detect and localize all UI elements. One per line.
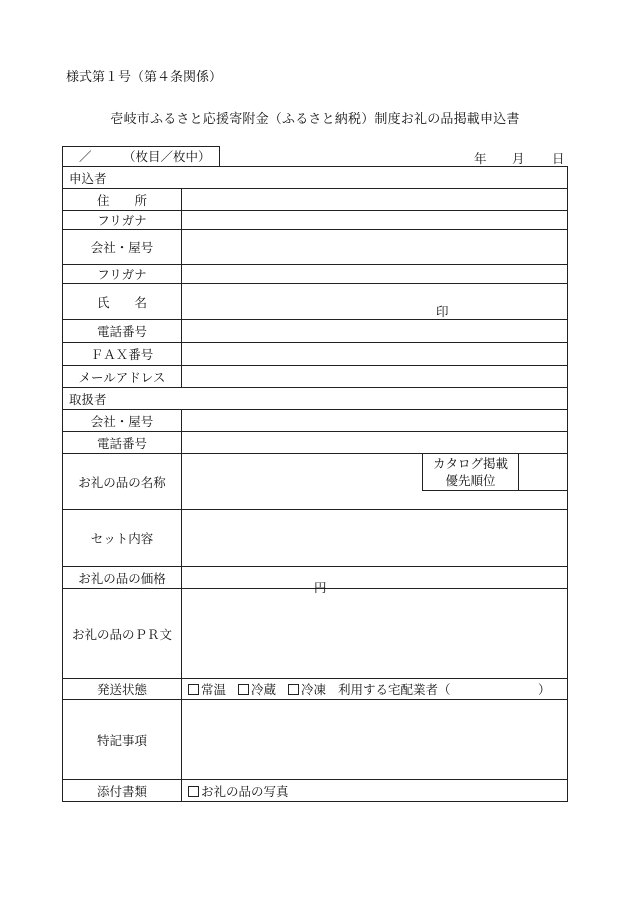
applicant-fax-label: ＦＡＸ番号 xyxy=(63,343,182,366)
gift-price-label: お礼の品の価格 xyxy=(63,567,182,589)
page-count-box xyxy=(62,146,220,167)
ship-frozen-checkbox[interactable] xyxy=(288,684,299,695)
applicant-section-header: 申込者 xyxy=(63,167,568,189)
set-contents-label: セット内容 xyxy=(63,510,182,567)
form-number: 様式第１号（第４条関係） xyxy=(66,70,223,85)
applicant-address-field[interactable] xyxy=(182,189,568,211)
applicant-email-label: メールアドレス xyxy=(63,366,182,388)
shipping-options xyxy=(182,679,568,700)
applicant-email-field[interactable] xyxy=(182,366,568,388)
gift-name-label: お礼の品の名称 xyxy=(63,454,182,510)
price-unit-label: 円 xyxy=(314,579,327,595)
handler-company-field[interactable] xyxy=(182,410,568,432)
applicant-phone-label: 電話番号 xyxy=(63,320,182,343)
application-form-table xyxy=(62,166,568,802)
attachments-label: 添付書類 xyxy=(63,780,182,802)
ship-normal-label: 常温 xyxy=(201,682,227,697)
ship-chilled-checkbox[interactable] xyxy=(238,684,249,695)
catalog-label-line1: カタログ掲載 xyxy=(433,456,509,471)
page-count-label: （枚目／枚中） xyxy=(123,149,211,164)
date-year-label: 年 xyxy=(474,151,487,166)
attach-photo-checkbox[interactable] xyxy=(188,786,199,797)
notes-field[interactable] xyxy=(182,700,568,780)
catalog-priority-field[interactable] xyxy=(520,454,567,490)
carrier-label: 利用する宅配業者（ xyxy=(338,682,451,697)
applicant-name-furigana-field[interactable] xyxy=(182,265,568,284)
applicant-fax-field[interactable] xyxy=(182,343,568,366)
gift-name-field[interactable] xyxy=(182,454,568,510)
set-contents-field[interactable] xyxy=(182,510,568,567)
gift-pr-field[interactable] xyxy=(182,589,568,679)
handler-phone-label: 電話番号 xyxy=(63,432,182,454)
gift-pr-label: お礼の品のＰＲ文 xyxy=(63,589,182,679)
catalog-priority-box xyxy=(422,454,567,491)
applicant-name-furigana-label: フリガナ xyxy=(63,265,182,284)
handler-company-label: 会社・屋号 xyxy=(63,410,182,432)
applicant-name-label: 氏 名 xyxy=(63,284,182,320)
notes-label: 特記事項 xyxy=(63,700,182,780)
date-day-label: 日 xyxy=(552,151,565,166)
ship-chilled-label: 冷蔵 xyxy=(251,682,277,697)
seal-mark-label: 印 xyxy=(436,303,449,319)
applicant-company-label: 会社・屋号 xyxy=(63,230,182,265)
ship-normal-checkbox[interactable] xyxy=(188,684,199,695)
applicant-company-furigana-field[interactable] xyxy=(182,211,568,230)
ship-frozen-label: 冷凍 xyxy=(301,682,327,697)
applicant-address-label: 住 所 xyxy=(63,189,182,211)
catalog-label-line2: 優先順位 xyxy=(445,473,496,488)
page-slash: ／ xyxy=(79,149,92,164)
attachments-options xyxy=(182,780,568,802)
carrier-close-paren: ） xyxy=(538,682,551,697)
handler-phone-field[interactable] xyxy=(182,432,568,454)
gift-price-field[interactable] xyxy=(182,567,568,595)
attach-photo-label: お礼の品の写真 xyxy=(201,783,289,799)
catalog-priority-label xyxy=(423,454,519,490)
applicant-name-field[interactable] xyxy=(182,284,568,320)
handler-section-header: 取扱者 xyxy=(63,388,568,410)
date-month-label: 月 xyxy=(512,151,525,166)
form-title: 壱岐市ふるさと応援寄附金（ふるさと納税）制度お礼の品掲載申込書 xyxy=(110,112,520,127)
shipping-label: 発送状態 xyxy=(63,679,182,700)
applicant-company-field[interactable] xyxy=(182,230,568,265)
applicant-phone-field[interactable] xyxy=(182,320,568,343)
applicant-company-furigana-label: フリガナ xyxy=(63,211,182,230)
